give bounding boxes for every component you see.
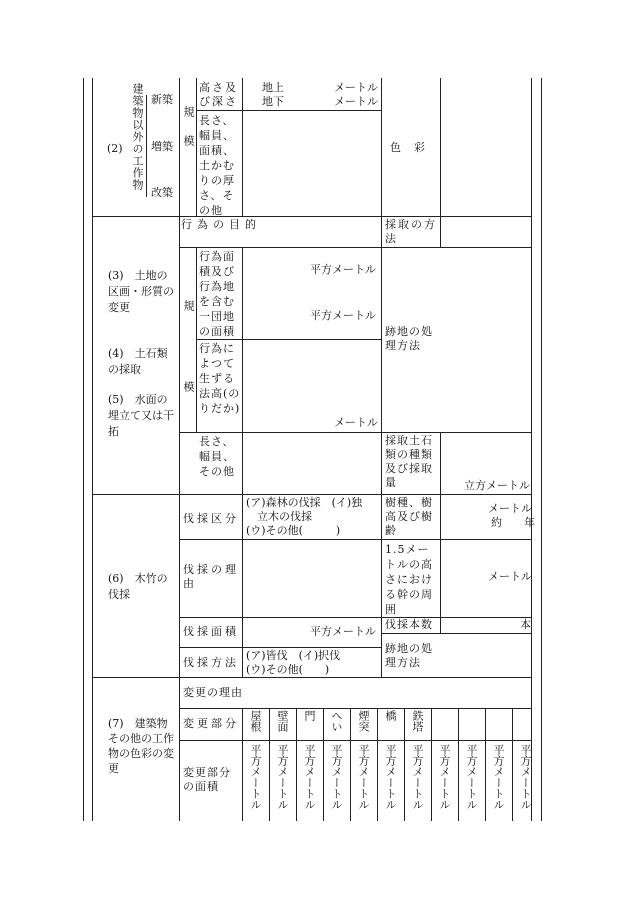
s7-title: (7) 建築物その他の工作物の色彩の変更	[108, 717, 174, 775]
s4-title: (4) 土石類の採取	[108, 347, 168, 376]
part-column-line	[269, 708, 270, 821]
reason-label: 変更の理由	[183, 686, 243, 699]
part-unit-8: 平方メートル	[438, 744, 451, 810]
above-label: 地上	[262, 81, 284, 94]
unit-sqm: 平方メートル	[310, 309, 376, 322]
part-unit-4: 平方メートル	[330, 744, 343, 810]
part-column-line	[242, 708, 243, 821]
method-label: 伐採方法	[183, 656, 239, 669]
girth-label: 1.5メートルの高さにおける幹の周囲	[385, 543, 433, 616]
kind-add: 増築	[151, 140, 173, 153]
reason-label: 伐採の理由	[183, 563, 239, 590]
method-value: (ア)皆伐 (イ)択伐	[246, 649, 341, 662]
color-label: 色 彩	[390, 141, 426, 154]
height-depth-label: 高さ及び深さ	[199, 81, 238, 108]
unit-age: 約 年	[491, 516, 535, 529]
part-7: 鉄塔	[411, 710, 424, 732]
outer-border-right-inner	[531, 78, 532, 821]
soil-kind-label: 採取土石類の種類及び採取量	[385, 434, 433, 489]
class-value: 立木の伐採	[257, 510, 312, 523]
after-treatment-label: 跡地の処理方法	[385, 642, 433, 669]
part-unit-9: 平方メートル	[465, 744, 478, 810]
part-6: 橋	[384, 710, 397, 721]
scale-label: 規模	[182, 106, 195, 164]
outer-border-right	[541, 78, 542, 821]
count-label: 伐採本数	[385, 618, 433, 631]
unit-meter: メートル	[334, 416, 378, 429]
part-column-line	[512, 708, 513, 821]
part-column-line	[431, 708, 432, 821]
area-label: 変更部分の面積	[183, 766, 231, 793]
below-label: 地下	[262, 95, 284, 108]
s5-title: (5) 水面の埋立て又は干拓	[108, 393, 174, 438]
part-unit-5: 平方メートル	[357, 744, 370, 810]
area-label: 伐採面積	[183, 625, 239, 638]
class-value: (ア)森林の伐採 (イ)独	[246, 496, 363, 509]
class-value: (ウ)その他( )	[246, 524, 341, 537]
kind-mod: 改築	[151, 186, 173, 199]
scale-label: 規模	[182, 300, 195, 462]
part-unit-7: 平方メートル	[411, 744, 424, 810]
part-column-line	[377, 708, 378, 821]
purpose-label: 行為の目的	[181, 218, 261, 231]
part-column-line	[350, 708, 351, 821]
part-unit-1: 平方メートル	[249, 744, 262, 810]
dims-label: 長さ、幅員、面積、土かむりの厚さ、その他	[199, 114, 235, 217]
part-column-line	[458, 708, 459, 821]
unit-meter: メートル	[334, 81, 378, 94]
part-label: 変更部分	[183, 717, 239, 730]
area-label: 行為面積及び行為地を含む一団地の面積	[199, 250, 235, 338]
rule	[92, 216, 531, 217]
s2-number: (2)	[107, 142, 123, 155]
unit-sqm: 平方メートル	[310, 625, 376, 638]
part-4: へい	[330, 710, 343, 732]
part-unit-10: 平方メートル	[492, 744, 505, 810]
part-column-line	[323, 708, 324, 821]
part-column-line	[296, 708, 297, 821]
part-unit-6: 平方メートル	[384, 744, 397, 810]
species-label: 樹種、樹高及び樹齢	[385, 496, 433, 537]
method-label: 採取の方法	[385, 218, 437, 245]
class-label: 伐採区分	[183, 512, 239, 525]
dims-label: 長さ、幅員、その他	[199, 435, 235, 478]
unit-tree: 本	[520, 618, 531, 631]
unit-meter: メートル	[488, 570, 532, 583]
part-5: 煙突	[357, 710, 370, 732]
part-1: 屋根	[249, 710, 262, 732]
slope-label: 行為によつて生ずる法高(のりだか)	[199, 342, 241, 415]
unit-cbm: 立方メートル	[464, 479, 530, 492]
part-column-line	[485, 708, 486, 821]
unit-sqm: 平方メートル	[310, 263, 376, 276]
part-unit-11: 平方メートル	[519, 744, 532, 810]
kind-new: 新築	[151, 93, 173, 106]
s6-title: (6) 木竹の伐採	[108, 572, 168, 601]
part-unit-3: 平方メートル	[303, 744, 316, 810]
rule	[92, 677, 531, 678]
part-2: 壁面	[276, 710, 289, 732]
rule	[92, 494, 531, 495]
part-3: 門	[303, 710, 316, 721]
outer-border-left	[83, 78, 84, 821]
s2-title-vertical: 建築物以外の工作物	[131, 83, 144, 191]
s3-title: (3) 土地の区画・形質の変更	[108, 269, 174, 314]
part-column-line	[404, 708, 405, 821]
outer-border-left-inner	[92, 78, 93, 821]
unit-meter: メートル	[334, 95, 378, 108]
part-unit-2: 平方メートル	[276, 744, 289, 810]
unit-meter: メートル	[488, 502, 532, 515]
after-treatment-label: 跡地の処理方法	[385, 325, 433, 352]
method-value: (ウ)その他( )	[246, 663, 330, 676]
